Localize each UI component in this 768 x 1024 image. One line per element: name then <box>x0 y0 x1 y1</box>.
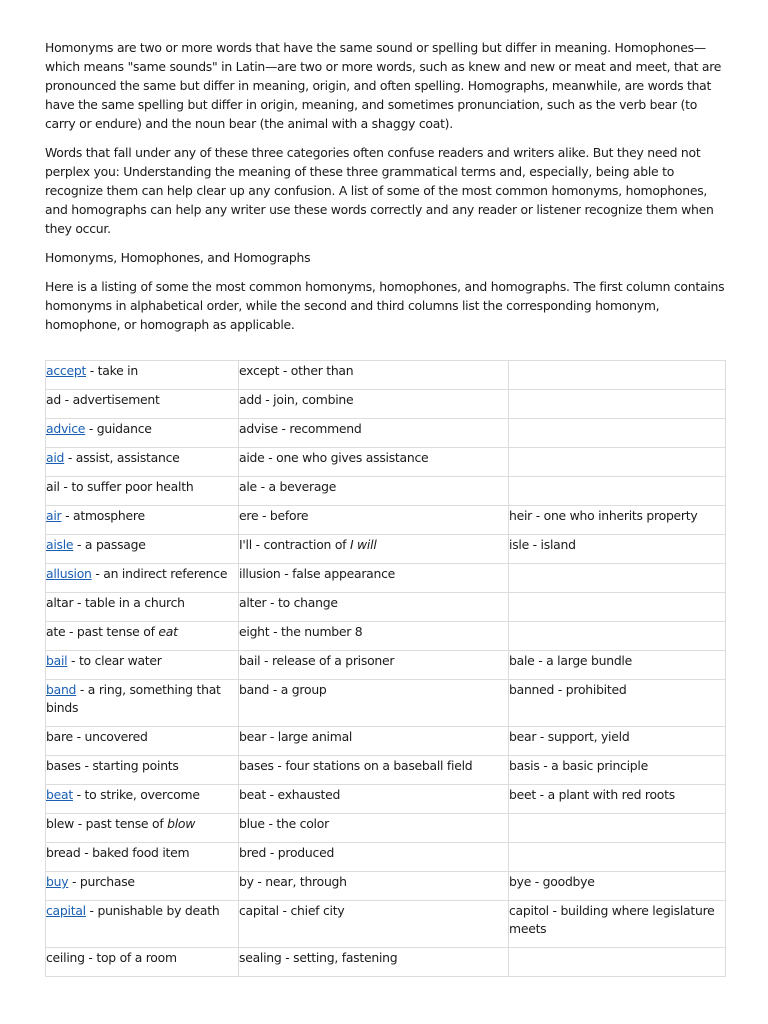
cell-pair <box>239 564 509 593</box>
table-row <box>46 622 726 651</box>
word-link[interactable]: allusion <box>46 566 92 581</box>
section-heading: Homonyms, Homophones, and Homographs <box>45 250 311 265</box>
pair-text: except - other than <box>239 363 354 378</box>
word-link[interactable]: air <box>46 508 62 523</box>
cell-third: capitol - building where legislature meets <box>509 901 726 948</box>
cell-homonym <box>46 622 239 651</box>
pair-text: eight - the number 8 <box>239 624 363 639</box>
word-definition: - baked food item <box>80 845 190 860</box>
table-row <box>46 506 726 535</box>
cell-homonym <box>46 814 239 843</box>
cell-homonym <box>46 361 239 390</box>
cell-pair <box>239 727 509 756</box>
word-definition: - punishable by death <box>85 903 220 918</box>
cell-third: banned - prohibited <box>509 680 726 727</box>
pair-text: add - join, combine <box>239 392 354 407</box>
intro-paragraph-1: Homonyms are two or more words that have the same sound or spelling but differ in meaning. Homophones—which means "same sounds" in Latin—are two or more words, such as knew and new or meat and meet, that are pronounced the same but differ in meaning, origin, and often spelling. Homographs, meanwhile, are words that have the same spelling but differ in origin, meaning, and sometimes pronunciation, such as the verb bear (to carry or endure) and the noun bear (the animal with a shaggy coat). <box>45 40 722 131</box>
word-link[interactable]: beat <box>46 787 73 802</box>
cell-pair <box>239 419 509 448</box>
table-row <box>46 814 726 843</box>
homonym-table <box>45 360 726 977</box>
word-definition: - guidance <box>85 421 152 436</box>
cell-third <box>509 814 726 843</box>
cell-homonym <box>46 901 239 948</box>
pair-text: illusion - false appearance <box>239 566 396 581</box>
word-definition: - table in a church <box>73 595 185 610</box>
cell-third <box>509 593 726 622</box>
cell-pair <box>239 361 509 390</box>
word-definition: - to strike, overcome <box>72 787 200 802</box>
table-row <box>46 785 726 814</box>
cell-homonym <box>46 651 239 680</box>
word-link[interactable]: advice <box>46 421 86 436</box>
word-definition: - to suffer poor health <box>59 479 194 494</box>
table-row <box>46 477 726 506</box>
cell-third: heir - one who inherits property <box>509 506 726 535</box>
cell-pair <box>239 843 509 872</box>
cell-homonym <box>46 448 239 477</box>
table-row <box>46 564 726 593</box>
word: blew <box>46 816 75 831</box>
cell-pair <box>239 390 509 419</box>
word-definition: - advertisement <box>60 392 160 407</box>
word: altar <box>46 595 74 610</box>
word-link[interactable]: buy <box>46 874 69 889</box>
table-row <box>46 727 726 756</box>
table-row <box>46 651 726 680</box>
word-link[interactable]: accept <box>46 363 87 378</box>
pair-text: ale - a beverage <box>239 479 337 494</box>
word-definition: - a ring, something that binds <box>46 682 221 715</box>
cell-third: isle - island <box>509 535 726 564</box>
pair-text: sealing - setting, fastening <box>239 950 398 965</box>
cell-third <box>509 564 726 593</box>
word-definition: - to clear water <box>67 653 162 668</box>
cell-pair <box>239 593 509 622</box>
word-definition: - a passage <box>73 537 146 552</box>
pair-text: capital - chief city <box>239 903 345 918</box>
table-row <box>46 390 726 419</box>
word-definition: - uncovered <box>72 729 148 744</box>
cell-homonym <box>46 593 239 622</box>
cell-third: bye - goodbye <box>509 872 726 901</box>
cell-third <box>509 843 726 872</box>
cell-third <box>509 419 726 448</box>
cell-pair <box>239 785 509 814</box>
word-link[interactable]: capital <box>46 903 86 918</box>
word: bare <box>46 729 73 744</box>
cell-third: bear - support, yield <box>509 727 726 756</box>
cell-third <box>509 948 726 977</box>
table-row <box>46 901 726 948</box>
cell-homonym <box>46 564 239 593</box>
table-row <box>46 535 726 564</box>
cell-pair <box>239 756 509 785</box>
document-body <box>45 38 725 344</box>
word-definition: - top of a room <box>84 950 177 965</box>
pair-text: advise - recommend <box>239 421 362 436</box>
pair-text: blue - the color <box>239 816 329 831</box>
intro-paragraph-2: Words that fall under any of these three categories often confuse readers and writers alike. But they need not perplex you: Understanding the meaning of these three grammatical terms and, especially, being able to recognize them can help clear up any confusion. A list of some of the most common homonyms, homophones, and homographs can help any writer use these words correctly and any reader or listener recognize them when they occur. <box>45 145 714 236</box>
intro-paragraph-3: Here is a listing of some the most common homonyms, homophones, and homographs. The first column contains homonyms in alphabetical order, while the second and third columns list the corresponding homonym, homophone, or homograph as applicable. <box>45 279 725 332</box>
italic-word: eat <box>158 624 178 639</box>
pair-text: bear - large animal <box>239 729 353 744</box>
cell-third <box>509 622 726 651</box>
cell-homonym <box>46 419 239 448</box>
cell-pair <box>239 535 509 564</box>
word-definition: - purchase <box>68 874 135 889</box>
cell-pair <box>239 506 509 535</box>
word-link[interactable]: band <box>46 682 77 697</box>
word-link[interactable]: aisle <box>46 537 74 552</box>
table-row <box>46 872 726 901</box>
cell-third <box>509 448 726 477</box>
cell-pair <box>239 901 509 948</box>
word: ad <box>46 392 61 407</box>
table-row <box>46 948 726 977</box>
table-row <box>46 448 726 477</box>
cell-homonym <box>46 680 239 727</box>
cell-third <box>509 477 726 506</box>
word: bread <box>46 845 81 860</box>
word-definition: - past tense of <box>65 624 159 639</box>
cell-pair <box>239 477 509 506</box>
word-definition: - atmosphere <box>61 508 145 523</box>
cell-homonym <box>46 843 239 872</box>
pair-text: bail - release of a prisoner <box>239 653 395 668</box>
cell-pair <box>239 814 509 843</box>
pair-text: beat - exhausted <box>239 787 341 802</box>
table-row <box>46 756 726 785</box>
homonym-table-body <box>46 361 726 977</box>
table-row <box>46 419 726 448</box>
word-definition: - assist, assistance <box>64 450 180 465</box>
cell-third <box>509 390 726 419</box>
cell-homonym <box>46 535 239 564</box>
italic-word: blow <box>167 816 196 831</box>
pair-text: aide - one who gives assistance <box>239 450 429 465</box>
word-definition: - starting points <box>80 758 179 773</box>
cell-pair <box>239 680 509 727</box>
pair-text: I'll - contraction of <box>239 537 350 552</box>
cell-pair <box>239 948 509 977</box>
cell-homonym <box>46 506 239 535</box>
table-row <box>46 680 726 727</box>
cell-pair <box>239 651 509 680</box>
pair-text: band - a group <box>239 682 327 697</box>
table-row <box>46 361 726 390</box>
cell-homonym <box>46 785 239 814</box>
cell-homonym <box>46 477 239 506</box>
pair-text: bases - four stations on a baseball field <box>239 758 473 773</box>
cell-third <box>509 361 726 390</box>
cell-third: basis - a basic principle <box>509 756 726 785</box>
table-row <box>46 593 726 622</box>
cell-homonym <box>46 756 239 785</box>
cell-homonym <box>46 948 239 977</box>
word-definition: - take in <box>86 363 138 378</box>
cell-pair <box>239 872 509 901</box>
word: ceiling <box>46 950 85 965</box>
cell-homonym <box>46 727 239 756</box>
word-definition: - an indirect reference <box>91 566 228 581</box>
word-link[interactable]: bail <box>46 653 68 668</box>
word: ail <box>46 479 60 494</box>
word-definition: - past tense of <box>74 816 168 831</box>
pair-text: bred - produced <box>239 845 335 860</box>
word: ate <box>46 624 66 639</box>
pair-text: ere - before <box>239 508 309 523</box>
word: bases <box>46 758 81 773</box>
table-row <box>46 843 726 872</box>
cell-pair <box>239 622 509 651</box>
word-link[interactable]: aid <box>46 450 65 465</box>
cell-third: beet - a plant with red roots <box>509 785 726 814</box>
cell-homonym <box>46 872 239 901</box>
pair-text: by - near, through <box>239 874 347 889</box>
pair-text: alter - to change <box>239 595 338 610</box>
cell-pair <box>239 448 509 477</box>
cell-homonym <box>46 390 239 419</box>
cell-third: bale - a large bundle <box>509 651 726 680</box>
italic-word: I will <box>349 537 377 552</box>
